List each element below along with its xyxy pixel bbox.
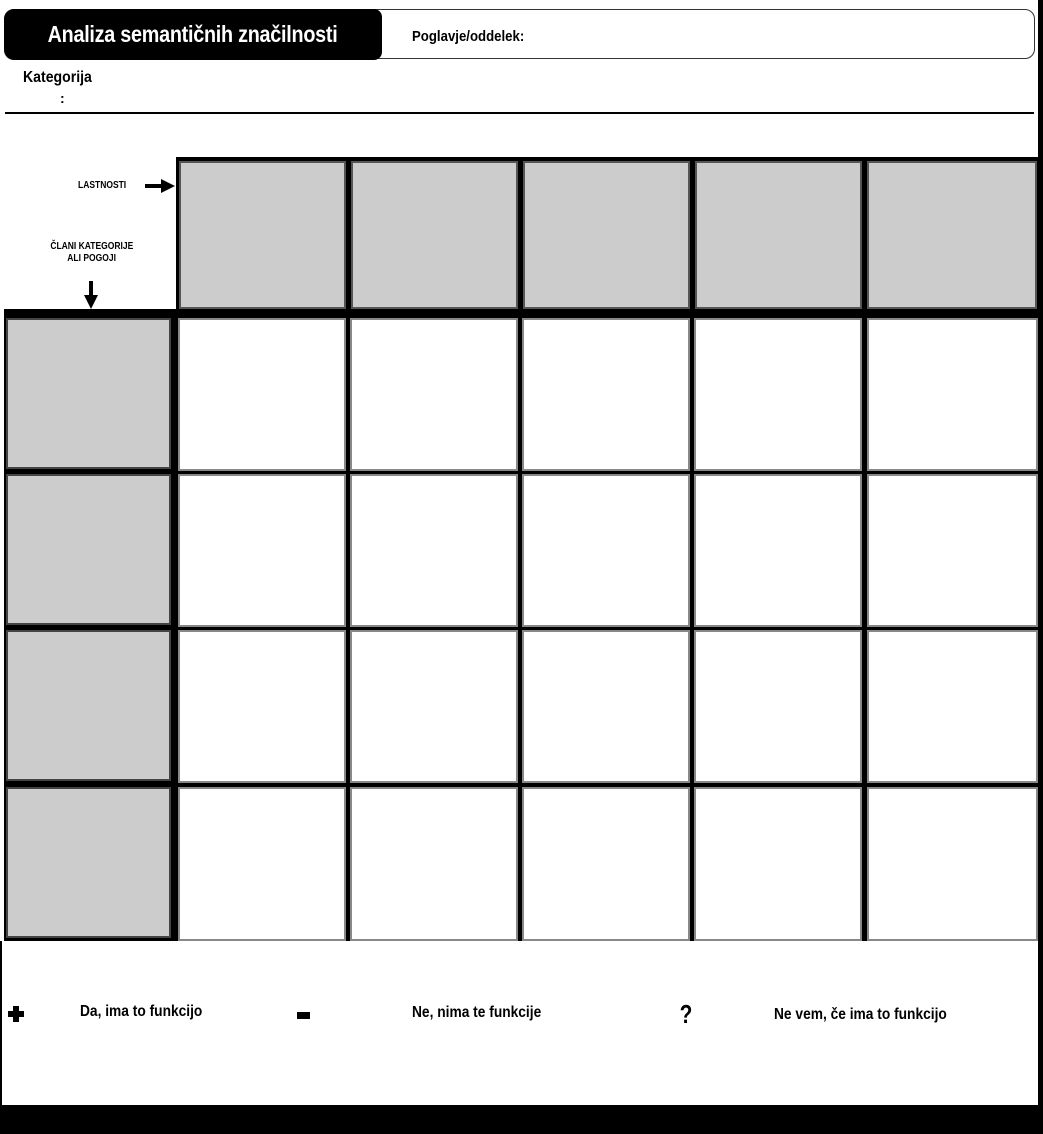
- page-title-text: Analiza semantičnih značilnosti: [48, 21, 338, 47]
- matrix-cell[interactable]: [694, 474, 862, 627]
- property-header-cell[interactable]: [867, 161, 1037, 309]
- plus-icon: [8, 1006, 24, 1022]
- question-icon: [678, 999, 694, 1030]
- members-label-line2: ALI POGOJI: [67, 253, 117, 264]
- matrix-cell[interactable]: [522, 474, 690, 627]
- property-header-cell[interactable]: [351, 161, 518, 309]
- arrow-right-icon: [145, 179, 175, 193]
- category-input[interactable]: [110, 66, 1010, 106]
- chapter-input[interactable]: [560, 18, 1025, 50]
- member-header-cell[interactable]: [6, 630, 171, 781]
- matrix-cell[interactable]: [694, 787, 862, 941]
- matrix-cell[interactable]: [694, 630, 862, 783]
- property-header-cell[interactable]: [179, 161, 346, 309]
- matrix-cell[interactable]: [178, 474, 346, 627]
- property-header-row: [176, 157, 1043, 309]
- category-label-text: Kategorija: [23, 69, 92, 86]
- matrix-cell[interactable]: [694, 318, 862, 471]
- chapter-label-text: Poglavje/oddelek:: [412, 28, 525, 45]
- legend-yes: [80, 1003, 222, 1021]
- properties-label-text: LASTNOSTI: [78, 180, 127, 191]
- matrix-cell[interactable]: [522, 787, 690, 941]
- matrix-cell[interactable]: [178, 787, 346, 941]
- feature-matrix: [4, 309, 1043, 941]
- chapter-label: [412, 28, 540, 45]
- matrix-cell[interactable]: [350, 318, 518, 471]
- matrix-cell[interactable]: [350, 630, 518, 783]
- matrix-cell[interactable]: [867, 630, 1038, 783]
- arrow-down-icon: [84, 281, 98, 309]
- matrix-cell[interactable]: [867, 787, 1038, 941]
- property-header-cell[interactable]: [523, 161, 690, 309]
- matrix-cell[interactable]: [522, 318, 690, 471]
- right-border: [1038, 0, 1043, 1134]
- legend-yes-text: Da, ima to funkcijo: [80, 1003, 203, 1020]
- matrix-cell[interactable]: [178, 630, 346, 783]
- property-header-cell[interactable]: [695, 161, 862, 309]
- legend-no: [412, 1004, 562, 1022]
- legend-unknown-text: Ne vem, če ima to funkcijo: [774, 1006, 947, 1023]
- legend-no-text: Ne, nima te funkcije: [412, 1004, 542, 1021]
- member-header-cell[interactable]: [6, 787, 171, 938]
- header-divider: [5, 112, 1034, 114]
- bottom-border: [0, 1105, 1043, 1134]
- member-header-cell[interactable]: [6, 318, 171, 469]
- member-header-cell[interactable]: [6, 474, 171, 625]
- members-label: [38, 241, 146, 265]
- minus-icon: [297, 1012, 310, 1019]
- category-label: [23, 68, 101, 88]
- matrix-cell[interactable]: [867, 474, 1038, 627]
- question-symbol: ?: [679, 999, 693, 1029]
- matrix-cell[interactable]: [522, 630, 690, 783]
- members-label-line1: ČLANI KATEGORIJE: [50, 241, 134, 252]
- page-title: [4, 9, 382, 60]
- matrix-cell[interactable]: [350, 474, 518, 627]
- legend-unknown: [774, 1006, 975, 1024]
- matrix-cell[interactable]: [867, 318, 1038, 471]
- matrix-cell[interactable]: [178, 318, 346, 471]
- properties-label: [78, 180, 135, 191]
- matrix-cell[interactable]: [350, 787, 518, 941]
- category-colon: :: [60, 90, 65, 106]
